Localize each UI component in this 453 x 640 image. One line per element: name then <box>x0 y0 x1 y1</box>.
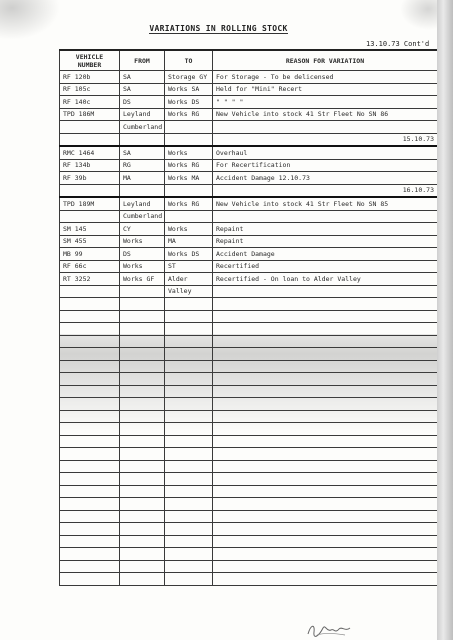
blank-cell <box>120 460 165 473</box>
cell-reason: 15.10.73 <box>213 133 438 146</box>
blank-cell <box>213 573 438 586</box>
cell-to: Storage GY <box>165 71 213 84</box>
table-row <box>60 235 438 248</box>
blank-cell <box>60 310 120 323</box>
blank-cell <box>120 498 165 511</box>
blank-cell <box>120 548 165 561</box>
blank-cell <box>120 360 165 373</box>
blank-table-row <box>60 448 438 461</box>
cell-to <box>165 121 213 134</box>
cell-reason <box>213 121 438 134</box>
cell-reason: New Vehicle into stock 41 Str Fleet No SN 85 <box>213 197 438 210</box>
blank-cell <box>60 360 120 373</box>
cell-from: RG <box>120 159 165 172</box>
blank-cell <box>213 435 438 448</box>
blank-table-row <box>60 360 438 373</box>
cell-vehicle-number <box>60 133 120 146</box>
cell-reason: Overhaul <box>213 146 438 159</box>
blank-cell <box>165 573 213 586</box>
cell-from: SA <box>120 71 165 84</box>
cell-to: Alder <box>165 273 213 286</box>
blank-cell <box>120 485 165 498</box>
blank-cell <box>165 423 213 436</box>
blank-cell <box>60 398 120 411</box>
blank-cell <box>165 310 213 323</box>
cell-reason: Recertified <box>213 260 438 273</box>
blank-cell <box>60 548 120 561</box>
table-body <box>60 71 438 586</box>
cell-vehicle-number: RMC 1464 <box>60 146 120 159</box>
blank-table-row <box>60 535 438 548</box>
blank-cell <box>120 510 165 523</box>
blank-table-row <box>60 348 438 361</box>
blank-cell <box>165 535 213 548</box>
cell-reason: " " " " <box>213 96 438 109</box>
blank-table-row <box>60 485 438 498</box>
blank-table-row <box>60 498 438 511</box>
cell-vehicle-number: RT 3252 <box>60 273 120 286</box>
cell-reason: Repaint <box>213 235 438 248</box>
table-row <box>60 133 438 146</box>
blank-cell <box>60 323 120 336</box>
cell-vehicle-number <box>60 184 120 197</box>
blank-cell <box>213 398 438 411</box>
cell-vehicle-number: RF 105c <box>60 83 120 96</box>
blank-cell <box>165 510 213 523</box>
blank-table-row <box>60 523 438 536</box>
cell-reason: 16.10.73 <box>213 184 438 197</box>
cell-to: Works MA <box>165 172 213 185</box>
cell-to <box>165 133 213 146</box>
blank-cell <box>213 460 438 473</box>
blank-cell <box>60 510 120 523</box>
cell-from: Works <box>120 235 165 248</box>
cell-vehicle-number: RF 66c <box>60 260 120 273</box>
blank-cell <box>120 560 165 573</box>
blank-table-row <box>60 398 438 411</box>
cell-from <box>120 133 165 146</box>
blank-cell <box>60 385 120 398</box>
cell-from: Leyland <box>120 108 165 121</box>
cell-vehicle-number: TPD 186M <box>60 108 120 121</box>
cell-reason: Accident Damage <box>213 248 438 261</box>
blank-table-row <box>60 410 438 423</box>
cell-to: Works SA <box>165 83 213 96</box>
blank-cell <box>165 360 213 373</box>
cell-from: SA <box>120 146 165 159</box>
blank-cell <box>120 573 165 586</box>
blank-cell <box>165 498 213 511</box>
cell-vehicle-number: RF 120b <box>60 71 120 84</box>
cell-vehicle-number: TPD 189M <box>60 197 120 210</box>
cell-from: MA <box>120 172 165 185</box>
blank-table-row <box>60 298 438 311</box>
blank-cell <box>120 335 165 348</box>
blank-cell <box>120 448 165 461</box>
cell-reason: Held for "Mini" Recert <box>213 83 438 96</box>
blank-cell <box>120 385 165 398</box>
cell-from: Cumberland <box>120 121 165 134</box>
cell-vehicle-number <box>60 210 120 223</box>
blank-table-row <box>60 335 438 348</box>
blank-cell <box>165 448 213 461</box>
blank-cell <box>213 323 438 336</box>
page-title: VARIATIONS IN ROLLING STOCK <box>149 24 288 33</box>
blank-cell <box>165 473 213 486</box>
cell-to: MA <box>165 235 213 248</box>
cell-reason: For Recertification <box>213 159 438 172</box>
rolling-stock-table <box>59 49 438 586</box>
table-row <box>60 197 438 210</box>
cell-vehicle-number <box>60 285 120 298</box>
blank-table-row <box>60 385 438 398</box>
cell-from <box>120 285 165 298</box>
cell-from: Works <box>120 260 165 273</box>
blank-cell <box>213 498 438 511</box>
blank-cell <box>213 298 438 311</box>
cell-vehicle-number: SM 455 <box>60 235 120 248</box>
table-row <box>60 260 438 273</box>
column-header-to: TO <box>165 50 213 71</box>
blank-table-row <box>60 573 438 586</box>
cell-vehicle-number: RF 39b <box>60 172 120 185</box>
blank-cell <box>60 435 120 448</box>
cell-to: ST <box>165 260 213 273</box>
blank-cell <box>120 310 165 323</box>
cell-from: Works GF <box>120 273 165 286</box>
cell-reason: New Vehicle into stock 41 Str Fleet No SN 86 <box>213 108 438 121</box>
blank-cell <box>165 460 213 473</box>
table-row <box>60 159 438 172</box>
blank-cell <box>213 560 438 573</box>
blank-cell <box>165 298 213 311</box>
cell-from: DS <box>120 248 165 261</box>
blank-cell <box>120 473 165 486</box>
cell-to: Works <box>165 146 213 159</box>
blank-cell <box>213 448 438 461</box>
blank-table-row <box>60 560 438 573</box>
table-row <box>60 121 438 134</box>
table-header <box>60 50 438 71</box>
blank-cell <box>60 348 120 361</box>
blank-table-row <box>60 423 438 436</box>
table-row <box>60 285 438 298</box>
blank-cell <box>120 535 165 548</box>
cell-vehicle-number: RF 140c <box>60 96 120 109</box>
blank-cell <box>213 385 438 398</box>
cell-to: Works <box>165 223 213 236</box>
table-row <box>60 248 438 261</box>
blank-cell <box>120 348 165 361</box>
blank-cell <box>120 373 165 386</box>
cell-from: SA <box>120 83 165 96</box>
blank-cell <box>60 473 120 486</box>
blank-table-row <box>60 548 438 561</box>
blank-cell <box>165 323 213 336</box>
table-row <box>60 172 438 185</box>
table-row <box>60 273 438 286</box>
blank-cell <box>60 560 120 573</box>
blank-cell <box>165 398 213 411</box>
blank-cell <box>165 385 213 398</box>
table-row <box>60 223 438 236</box>
cell-to: Works RG <box>165 108 213 121</box>
blank-cell <box>60 298 120 311</box>
page-date: 13.10.73 Cont'd <box>366 40 430 48</box>
cell-vehicle-number: SM 145 <box>60 223 120 236</box>
cell-from: DS <box>120 96 165 109</box>
blank-cell <box>213 410 438 423</box>
blank-cell <box>120 398 165 411</box>
cell-vehicle-number: MB 99 <box>60 248 120 261</box>
scan-gutter <box>437 0 453 640</box>
blank-cell <box>213 535 438 548</box>
cell-reason: Repaint <box>213 223 438 236</box>
blank-cell <box>213 348 438 361</box>
blank-cell <box>60 523 120 536</box>
cell-reason: Accident Damage 12.10.73 <box>213 172 438 185</box>
table-row <box>60 146 438 159</box>
blank-cell <box>165 435 213 448</box>
cell-to <box>165 184 213 197</box>
blank-cell <box>60 498 120 511</box>
blank-table-row <box>60 323 438 336</box>
cell-to: Valley <box>165 285 213 298</box>
cell-from: CY <box>120 223 165 236</box>
blank-cell <box>120 435 165 448</box>
blank-cell <box>165 548 213 561</box>
cell-to: Works DS <box>165 96 213 109</box>
blank-cell <box>120 298 165 311</box>
blank-cell <box>213 523 438 536</box>
blank-cell <box>120 410 165 423</box>
blank-cell <box>60 410 120 423</box>
blank-table-row <box>60 473 438 486</box>
table-row <box>60 96 438 109</box>
column-header-from: FROM <box>120 50 165 71</box>
blank-cell <box>165 373 213 386</box>
cell-reason: For Storage - To be delicensed <box>213 71 438 84</box>
blank-cell <box>213 335 438 348</box>
blank-cell <box>60 485 120 498</box>
blank-cell <box>60 335 120 348</box>
cell-to <box>165 210 213 223</box>
blank-cell <box>213 510 438 523</box>
cell-to: Works RG <box>165 159 213 172</box>
blank-cell <box>60 373 120 386</box>
cell-reason: Recertified - On loan to Alder Valley <box>213 273 438 286</box>
blank-cell <box>213 360 438 373</box>
cell-from: Cumberland <box>120 210 165 223</box>
cell-to: Works RG <box>165 197 213 210</box>
blank-cell <box>165 410 213 423</box>
blank-cell <box>213 485 438 498</box>
blank-cell <box>60 573 120 586</box>
blank-cell <box>213 473 438 486</box>
blank-table-row <box>60 373 438 386</box>
table-row <box>60 71 438 84</box>
table-row <box>60 83 438 96</box>
blank-table-row <box>60 510 438 523</box>
blank-cell <box>165 335 213 348</box>
blank-cell <box>60 448 120 461</box>
cell-reason <box>213 210 438 223</box>
blank-cell <box>60 535 120 548</box>
blank-cell <box>165 348 213 361</box>
blank-cell <box>120 423 165 436</box>
cell-vehicle-number <box>60 121 120 134</box>
blank-table-row <box>60 435 438 448</box>
table-row <box>60 184 438 197</box>
blank-cell <box>213 310 438 323</box>
blank-cell <box>120 523 165 536</box>
cell-from: Leyland <box>120 197 165 210</box>
cell-from <box>120 184 165 197</box>
cell-reason <box>213 285 438 298</box>
blank-cell <box>120 323 165 336</box>
cell-vehicle-number: RF 134b <box>60 159 120 172</box>
scan-smudge <box>0 0 60 40</box>
table-row <box>60 108 438 121</box>
cell-to: Works DS <box>165 248 213 261</box>
table-row <box>60 210 438 223</box>
blank-cell <box>165 560 213 573</box>
column-header-reason: REASON FOR VARIATION <box>213 50 438 71</box>
handwritten-signature <box>305 620 353 638</box>
blank-table-row <box>60 460 438 473</box>
blank-cell <box>213 373 438 386</box>
blank-cell <box>213 548 438 561</box>
blank-cell <box>60 460 120 473</box>
blank-cell <box>165 523 213 536</box>
blank-table-row <box>60 310 438 323</box>
column-header-vehicle: VEHICLE NUMBER <box>60 50 120 71</box>
blank-cell <box>213 423 438 436</box>
blank-cell <box>60 423 120 436</box>
blank-cell <box>165 485 213 498</box>
